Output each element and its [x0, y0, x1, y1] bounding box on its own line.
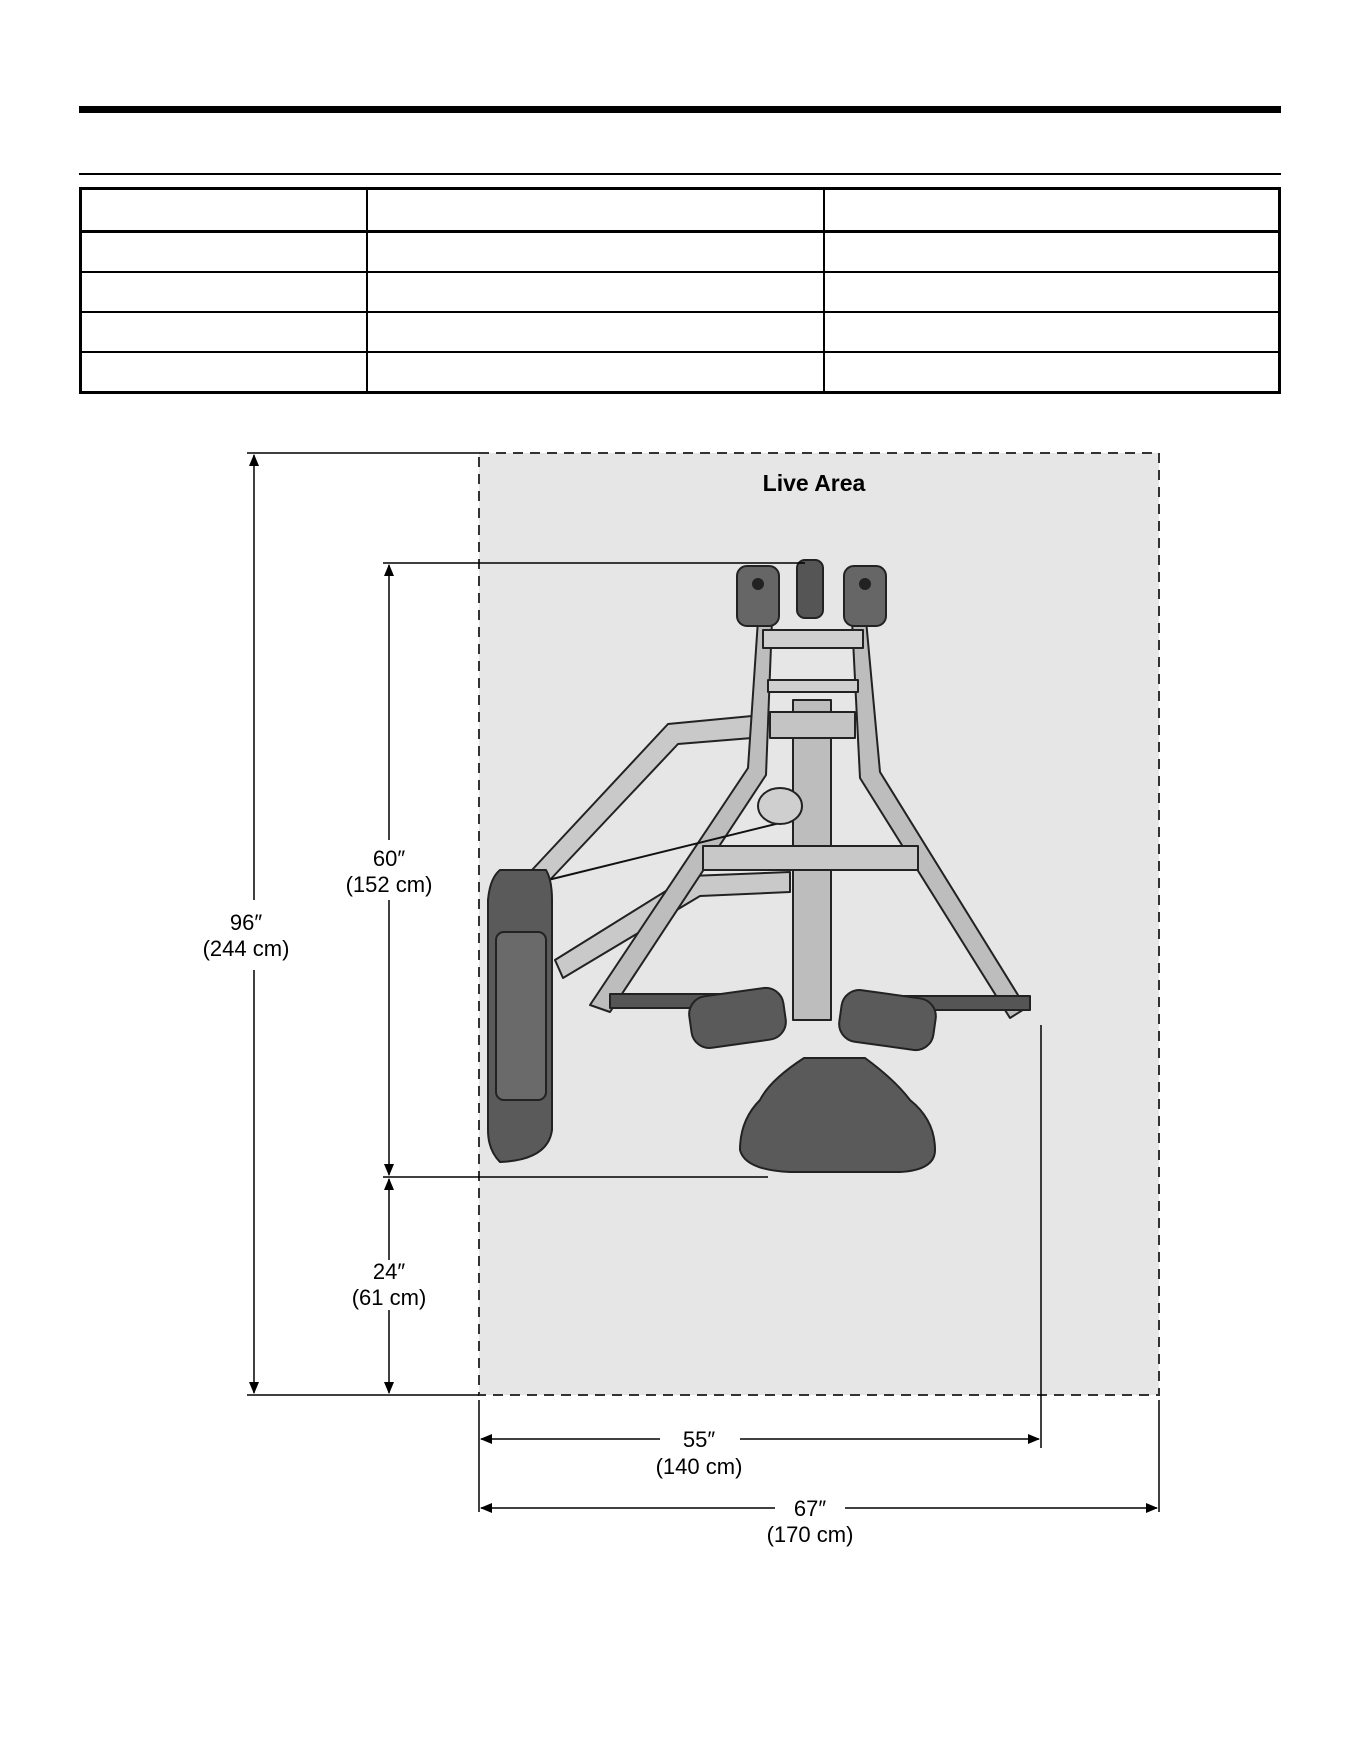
dim-machine-length-cm: (152 cm) [345, 872, 433, 897]
top-crossbar [763, 630, 863, 648]
top-left-roller [737, 566, 779, 626]
dim-total-width-cm: (170 cm) [766, 1522, 854, 1547]
dim-total-depth-in: 96″ [229, 910, 263, 935]
dim-machine-width-in: 55″ [682, 1427, 716, 1452]
top-right-roller-bolt [860, 579, 870, 589]
dim-rear-clearance-in: 24″ [372, 1259, 406, 1284]
dim-total-width-in: 67″ [793, 1496, 827, 1521]
dimension-total-depth [203, 453, 479, 1395]
dimension-total-width [481, 1400, 1159, 1547]
top-right-roller [844, 566, 886, 626]
dim-rear-clearance-cm: (61 cm) [351, 1285, 427, 1310]
center-crossbar [703, 846, 918, 870]
cable-pulley [758, 788, 802, 824]
dimension-rear-clearance [352, 1179, 427, 1393]
upper-carriage [770, 712, 855, 738]
mid-crossbar [768, 680, 858, 692]
dim-total-depth-cm: (244 cm) [202, 936, 290, 961]
top-pulley [797, 560, 823, 618]
top-left-roller-bolt [753, 579, 763, 589]
live-area-label: Live Area [762, 470, 866, 496]
flywheel-display [496, 932, 546, 1100]
dim-machine-length-in: 60″ [372, 846, 406, 871]
dim-machine-width-cm: (140 cm) [655, 1454, 743, 1479]
